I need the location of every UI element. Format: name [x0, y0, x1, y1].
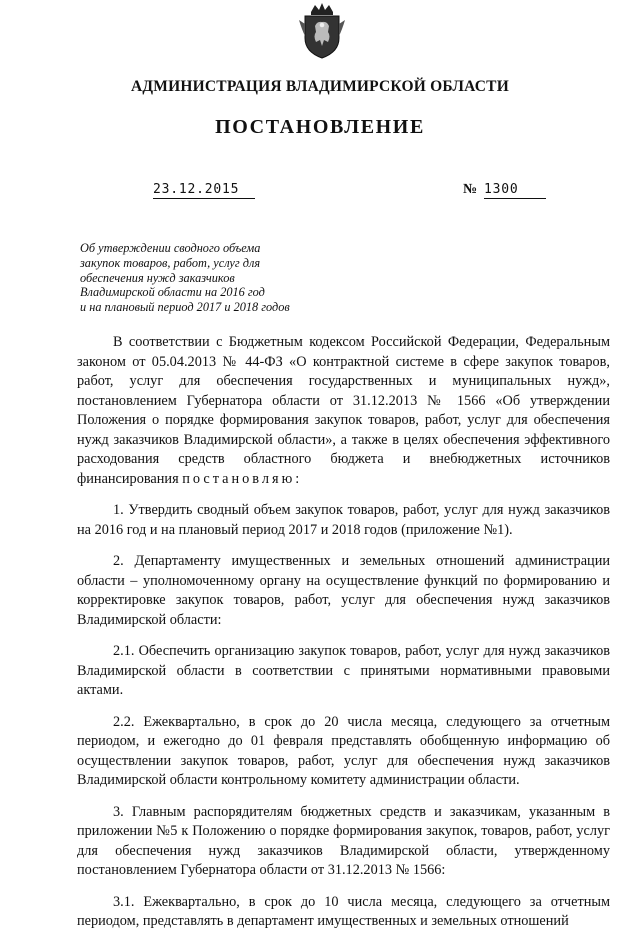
subject-line: и на плановый период 2017 и 2018 годов [80, 300, 290, 315]
subject-line: закупок товаров, работ, услуг для [80, 255, 261, 270]
body-paragraph [77, 333, 610, 489]
subject-line: Владимирской области на 2016 год [80, 285, 265, 300]
preamble-text: В соответствии с Бюджетным кодексом Российской Федерации, Федеральным законом от 05.04.2013 № 44-ФЗ «О контрактной системе в сфере закупок товаров, работ, услуг для обеспечения государственных и муниципальных нужд», постановлением Губернатора области от 31.12.2013 № 1566 «Об утверждении Положения о порядке формирования закупок товаров, работ, услуг для обеспечения нужд заказчиков Владимирской области», а также в целях обеспечения эффективного расходования средств областного бюджета и внебюджетных источников финансирования [77, 334, 610, 487]
document-type: ПОСТАНОВЛЕНИЕ [215, 116, 425, 138]
document-date: 23.12.2015 [153, 182, 255, 199]
body-paragraph: 1. Утвердить сводный объем закупок товаров, работ, услуг для нужд заказчиков на 2016 год и на плановый период 2017 и 2018 годов (приложение №1). [77, 502, 610, 538]
coat-of-arms-icon [297, 2, 347, 60]
subject-line: Об утверждении сводного объема [80, 241, 261, 255]
body-paragraph: 2.2. Ежеквартально, в срок до 20 числа месяца, следующего за отчетным периодом, и ежегодно до 01 февраля представлять обобщенную информацию об осуществлении закупок товаров, работ, услуг для обеспечения нужд заказчиков Владимирской области контрольному комитету администрации области. [77, 713, 610, 788]
decree-word: постановляю: [182, 470, 303, 487]
body-paragraph: 2. Департаменту имущественных и земельных отношений администрации области – уполномоченному органу на осуществление функций по формированию и корректировке закупок товаров, работ, услуг для обеспечения нужд заказчиков Владимирской области: [77, 553, 610, 628]
document-body [77, 333, 610, 932]
body-paragraph: 3. Главным распорядителям бюджетных средств и заказчикам, указанным в приложении №5 к Положению о порядке формирования закупок, товаров, работ, услуг для обеспечения нужд заказчиков Владимирской области, утвержденному постановлением Губернатора области от 31.12.2013 № 1566: [77, 803, 610, 878]
body-paragraph: 2.1. Обеспечить организацию закупок товаров, работ, услуг для нужд заказчиков Владимирской области в соответствии с принятыми нормативными правовыми актами. [77, 643, 610, 698]
body-paragraph: 3.1. Ежеквартально, в срок до 10 числа месяца, следующего за отчетным периодом, представлять в департамент имущественных и земельных отношений [77, 893, 610, 929]
number-sign: № [463, 182, 478, 197]
document-number: 1300 [484, 182, 546, 199]
subject-line: обеспечения нужд заказчиков [80, 270, 235, 285]
document-subject [80, 241, 290, 315]
organization-title: АДМИНИСТРАЦИЯ ВЛАДИМИРСКОЙ ОБЛАСТИ [131, 78, 509, 95]
